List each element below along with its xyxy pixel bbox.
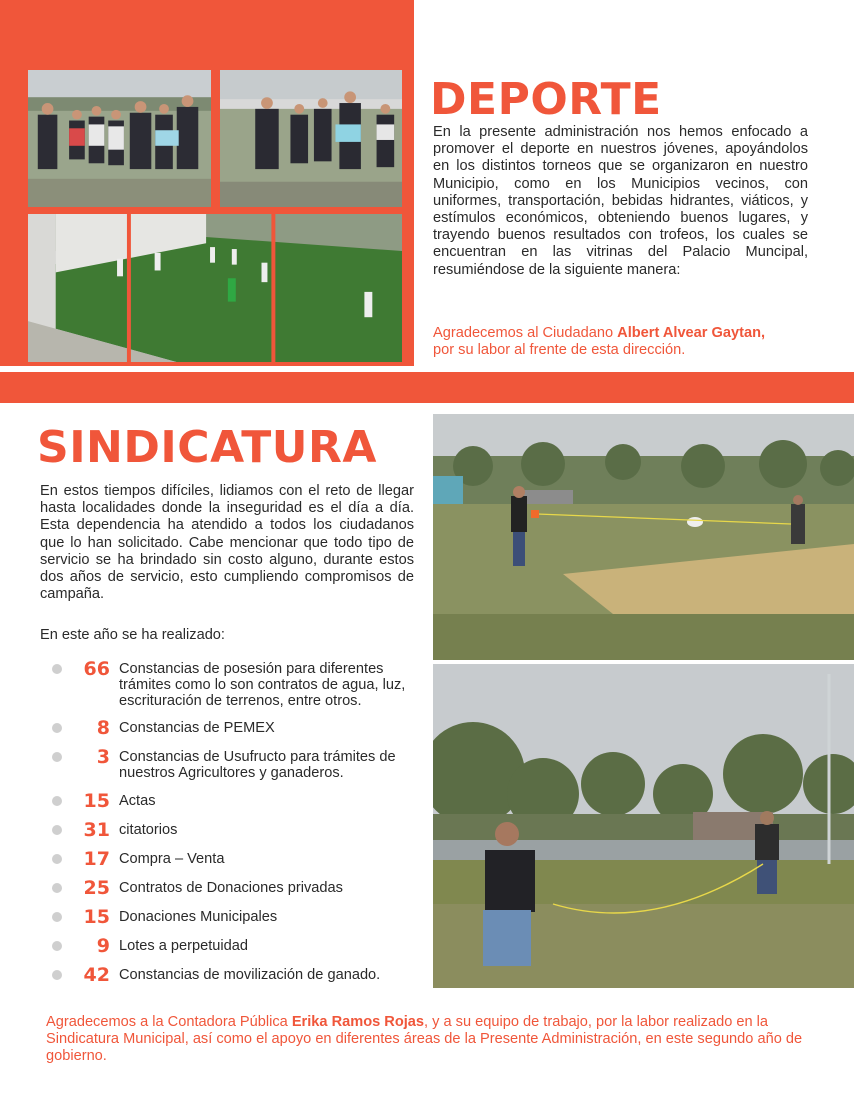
bullet-dot <box>52 970 62 980</box>
bullet-dot <box>52 796 62 806</box>
stat-label: Constancias de posesión para diferentes trámites como lo son contratos de agua, luz, escrituración de terrenos, entre otros. <box>119 661 406 709</box>
team-trophy-photo-2 <box>218 68 404 209</box>
deporte-thanks-suffix: por su labor al frente de esta dirección. <box>433 342 686 359</box>
stat-item <box>52 965 380 985</box>
bullet-dot <box>52 825 62 835</box>
stat-number: 8 <box>96 717 110 739</box>
sindicatura-body-text: En estos tiempos difíciles, lidiamos con el reto de llegar hasta localidades donde la inseguridad es el día a día. Esta dependencia ha atendido a todos los ciudadanos que lo han solicitado. Cabe mencionar que todo tipo de servicio se ha brindado sin costo alguno, durante estos dos años de servicio, esto cumpliendo compromisos de campaña. <box>40 483 414 603</box>
stat-number: 15 <box>83 790 110 812</box>
stat-item <box>52 849 224 869</box>
stat-number: 42 <box>83 964 110 986</box>
stat-item <box>52 907 277 927</box>
bullet-dot <box>52 723 62 733</box>
soccer-match-photo <box>26 212 404 364</box>
stat-item <box>52 791 156 811</box>
stat-number: 31 <box>83 819 110 841</box>
sindicatura-thanks <box>46 1014 816 1066</box>
stat-label: Contratos de Donaciones privadas <box>119 880 343 896</box>
field-measuring-photo-1 <box>433 414 854 660</box>
sindicatura-thanks-prefix: Agradecemos a la Contadora Pública <box>46 1014 292 1030</box>
bullet-dot <box>52 912 62 922</box>
sindicatura-title: SINDICATURA <box>37 422 377 473</box>
stat-item <box>52 659 427 709</box>
deporte-body-text: En la presente administración nos hemos enfocado a promover el deporte en nuestros jóvenes, apoyándolos en los distintos torneos que se organizaron en nuestro Municipio, como en los Municipios vecinos, con uniformes, transportación, bebidas hidrantes, viáticos, y estímulos económicos, obteniendo buenos lugares, y trayendo buenos resultados con trofeos, los cuales se encuentran en las vitrinas del Palacio Muncipal, resumiéndose de la siguiente manera: <box>433 124 808 278</box>
stat-label: Constancias de movilización de ganado. <box>119 967 381 983</box>
bullet-dot <box>52 664 62 674</box>
section-divider-band <box>0 372 854 403</box>
deporte-thanks <box>433 325 833 359</box>
stat-label: Lotes a perpetuidad <box>119 938 249 954</box>
stat-item <box>52 936 248 956</box>
deporte-thanks-name: Albert Alvear Gaytan, <box>617 325 766 341</box>
deporte-thanks-prefix: Agradecemos al Ciudadano <box>433 325 618 341</box>
team-trophy-photo-1 <box>26 68 213 209</box>
stat-number: 3 <box>96 746 110 768</box>
stat-item <box>52 878 343 898</box>
sindicatura-intro: En este año se ha realizado: <box>40 627 225 643</box>
sindicatura-thanks-suffix: , y a su equipo de trabajo, por la labor realizado en la Sindicatura Municipal, así como el apoyo en diferentes áreas de la Presente Administración, en este segundo año de gobierno. <box>46 1014 803 1065</box>
stat-label: Constancias de PEMEX <box>119 720 275 736</box>
stat-label: Actas <box>119 793 156 809</box>
stat-label: Compra – Venta <box>119 851 225 867</box>
stat-label: citatorios <box>119 822 178 838</box>
deporte-title: DEPORTE <box>430 74 662 125</box>
bullet-dot <box>52 941 62 951</box>
field-measuring-photo-2 <box>433 664 854 988</box>
stat-item <box>52 820 177 840</box>
stat-item <box>52 718 275 738</box>
stat-item <box>52 747 402 781</box>
stat-number: 15 <box>83 906 110 928</box>
bullet-dot <box>52 854 62 864</box>
stat-number: 17 <box>83 848 110 870</box>
bullet-dot <box>52 752 62 762</box>
stat-number: 9 <box>96 935 110 957</box>
sindicatura-thanks-name: Erika Ramos Rojas <box>291 1014 425 1030</box>
bullet-dot <box>52 883 62 893</box>
stat-label: Constancias de Usufructo para trámites de nuestros Agricultores y ganaderos. <box>119 749 396 781</box>
stat-label: Donaciones Municipales <box>119 909 278 925</box>
stat-number: 66 <box>83 658 110 680</box>
stat-number: 25 <box>83 877 110 899</box>
